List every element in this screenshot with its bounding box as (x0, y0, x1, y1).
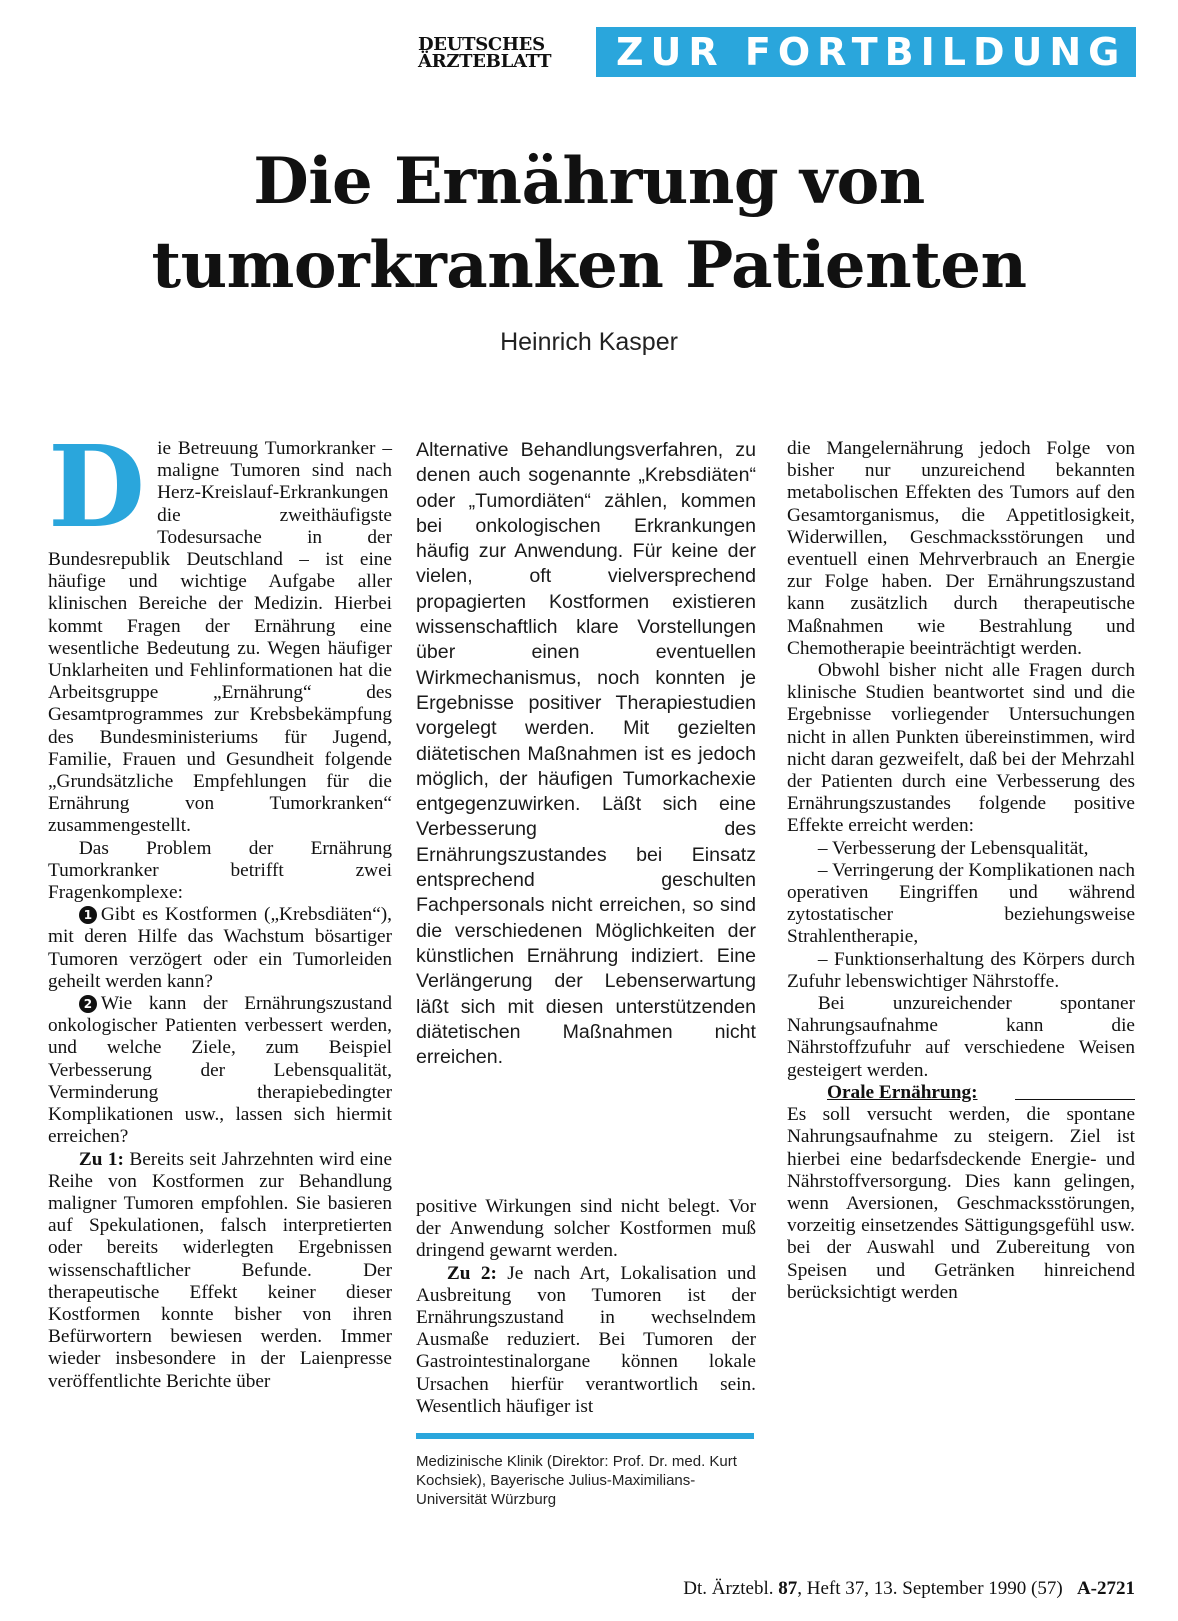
text-column-3 (787, 438, 1135, 1304)
footer-journal: Dt. Ärztebl. (683, 1578, 774, 1599)
masthead-line-1: DEUTSCHES (418, 34, 545, 55)
title-line-1: Die Ernährung von (253, 144, 925, 219)
number-1-icon: 1 (79, 906, 97, 924)
warning-paragraph: positive Wirkungen sind nicht belegt. Vor der Anwendung solcher Kostformen muß dringend gewarnt werden. (416, 1196, 756, 1262)
answer-1-paragraph (48, 1149, 392, 1393)
section-heading-oral-nutrition (787, 1082, 1135, 1104)
answer-1-text: Bereits seit Jahrzehnten wird eine Reihe von Kostformen zur Behandlung maligner Tumoren empfohlen. Sie basieren auf Spekulationen, falsch interpretierten oder bereits widerlegten Ergebnissen wissenschaftlicher Befunde. Der therapeutische Effekt keiner dieser Kostformen konnte bisher von ihren Befürwortern bewiesen werden. Immer wieder insbesondere in der Laienpresse veröffentlichte Berichte über (48, 1148, 392, 1392)
effect-item-3: – Funktionserhaltung des Körpers durch Zufuhr lebenswichtiger Nährstoffe. (787, 948, 1135, 992)
footer-volume: 87 (778, 1578, 798, 1599)
oral-nutrition-paragraph: Es soll versucht werden, die spontane Nahrungsaufnahme zu steigern. Ziel ist hierbei eine bedarfsdeckende Energie- und Nährstoffversorgung. Dies kann gelingen, wenn Aversionen, Geschmacksstörungen, vorzeitig einsetzendes Sättigungsgefühl usw. bei der Auswahl und Zubereitung von Speisen und Getränken hinreichend berücksichtigt werden (787, 1104, 1135, 1303)
article-title (0, 140, 1178, 308)
journal-masthead (418, 36, 551, 70)
drop-cap: D (48, 422, 146, 553)
article-author: Heinrich Kasper (500, 328, 678, 356)
column-2-continuation (416, 1196, 756, 1418)
intake-paragraph: Bei unzureichender spontaner Nahrungsaufnahme kann die Nährstoffzufuhr auf verschiedene Weisen gesteigert werden. (787, 993, 1135, 1081)
intro-text: ie Betreuung Tumorkranker – maligne Tumoren sind nach Herz-Kreislauf-Erkrankungen die zweithäufigste Todesursache in der Bundesrepublik Deutschland – ist eine häufige und wichtige Aufgabe aller klinischen Bereiche der Medizin. Hierbei kommt Fragen der Ernährung eine wesentliche Bedeutung zu. Wegen häufiger Unklarheiten und Fehlinformationen hat die Arbeitsgruppe „Ernährung“ des Gesamtprogrammes zur Krebsbekämpfung des Bundesministeriums für Jugend, Familie, Frauen und Gesundheit folgende „Grundsätzliche Empfehlungen für die Ernährung von Tumorkranken“ zusammengestellt. (48, 438, 392, 837)
footer-issue-date: , Heft 37, 13. September 1990 (57) (797, 1578, 1063, 1599)
question-1-text: Gibt es Kostformen („Krebsdiäten“), mit deren Hilfe das Wachstum bösartiger Tumoren verzögert oder ein Tumorleiden geheilt werden kann? (48, 904, 392, 992)
number-2-icon: 2 (79, 995, 97, 1013)
answer-2-text: Je nach Art, Lokalisation und Ausbreitung von Tumoren ist der Ernährungszustand in wechselndem Ausmaße reduziert. Bei Tumoren der Gastrointestinalorgane können lokale Ursachen hierfür verantwortlich sein. Wesentlich häufiger ist (416, 1262, 757, 1417)
title-line-2: tumorkranken Patienten (151, 228, 1027, 303)
effect-item-1: – Verbesserung der Lebensqualität, (817, 837, 1089, 859)
intro-paragraph (48, 422, 392, 838)
effect-item-2: – Verringerung der Komplikationen nach operativen Eingriffen und während zytostatischer beziehungsweise Strahlentherapie, (787, 859, 1135, 948)
footnote-divider (416, 1433, 754, 1439)
malnutrition-paragraph: die Mangelernährung jedoch Folge von bisher nur unzureichend bekannten metabolischen Effekten des Tumors auf den Gesamtorganismus, die Appetitlosigkeit, Widerwillen, Geschmacksstörungen und eventuell einen Mehrverbrauch an Energie zur Folge haben. Der Ernährungszustand kann zusätzlich durch therapeutische Maßnahmen wie Bestrahlung und Chemotherapie beeinträchtigt werden. (787, 438, 1135, 659)
answer-2-label: Zu 2: (446, 1262, 497, 1284)
section-banner: ZUR FORTBILDUNG (596, 27, 1136, 77)
alternative-methods-paragraph: Alternative Behandlungsverfahren, zu denen auch sogenannte „Krebsdiäten“ oder „Tumordiäten“ zählen, kommen bei onkologischen Erkrankungen häufig zur Anwendung. Für keine der vielen, oft vielversprechend propagierten Kostformen existieren wissenschaftlich klare Vorstellungen über einen eventuellen Wirkmechanismus, noch konnten je Ergebnisse positiver Therapiestudien vorgelegt werden. Mit gezielten diätetischen Maßnahmen ist es jedoch möglich, der häufigen Tumorkachexie entgegenzuwirken. Läßt sich eine Verbesserung des Ernährungszustandes bei Einsatz entsprechend geschulten Fachpersonals nicht erreichen, so sind die verschiedenen Möglichkeiten der künstlichen Ernährung indiziert. Eine Verlängerung der Lebenserwartung läßt sich mit diesen unterstützenden diätetischen Maßnahmen nicht erreichen. (416, 439, 756, 1069)
question-2-text: Wie kann der Ernährungszustand onkologischer Patienten verbessert werden, und welche Ziele, zum Beispiel Verbesserung der Lebensqualität, Verminderung therapiebedingter Komplikationen usw., lassen sich hiermit erreichen? (48, 993, 392, 1148)
heading-rule (1015, 1099, 1135, 1100)
question-2 (48, 993, 392, 1148)
footer-page-number: A-2721 (1076, 1578, 1135, 1599)
page-footer (0, 1578, 1135, 1600)
heading-text: Orale Ernährung: (827, 1081, 978, 1103)
effects-paragraph: Obwohl bisher nicht alle Fragen durch klinische Studien beantwortet sind und die Ergebnisse vorliegender Untersuchungen nicht in allen Punkten übereinstimmen, wird nicht daran gezweifelt, daß bei der Mehrzahl der Patienten durch eine Verbesserung des Ernährungszustandes folgende positive Effekte erreicht werden: (787, 660, 1135, 837)
text-column-1 (48, 422, 392, 1393)
author-affiliation: Medizinische Klinik (Direktor: Prof. Dr. med. Kurt Kochsiek), Bayerische Julius-Maximilians-Universität Würzburg (416, 1453, 737, 1508)
answer-2-paragraph (416, 1263, 756, 1418)
text-column-2 (416, 438, 757, 1417)
question-1 (48, 904, 392, 993)
answer-1-label: Zu 1: (78, 1148, 124, 1170)
masthead-line-2: ÄRZTEBLATT (418, 51, 552, 72)
problem-paragraph: Das Problem der Ernährung Tumorkranker betrifft zwei Fragenkomplexe: (48, 837, 392, 904)
